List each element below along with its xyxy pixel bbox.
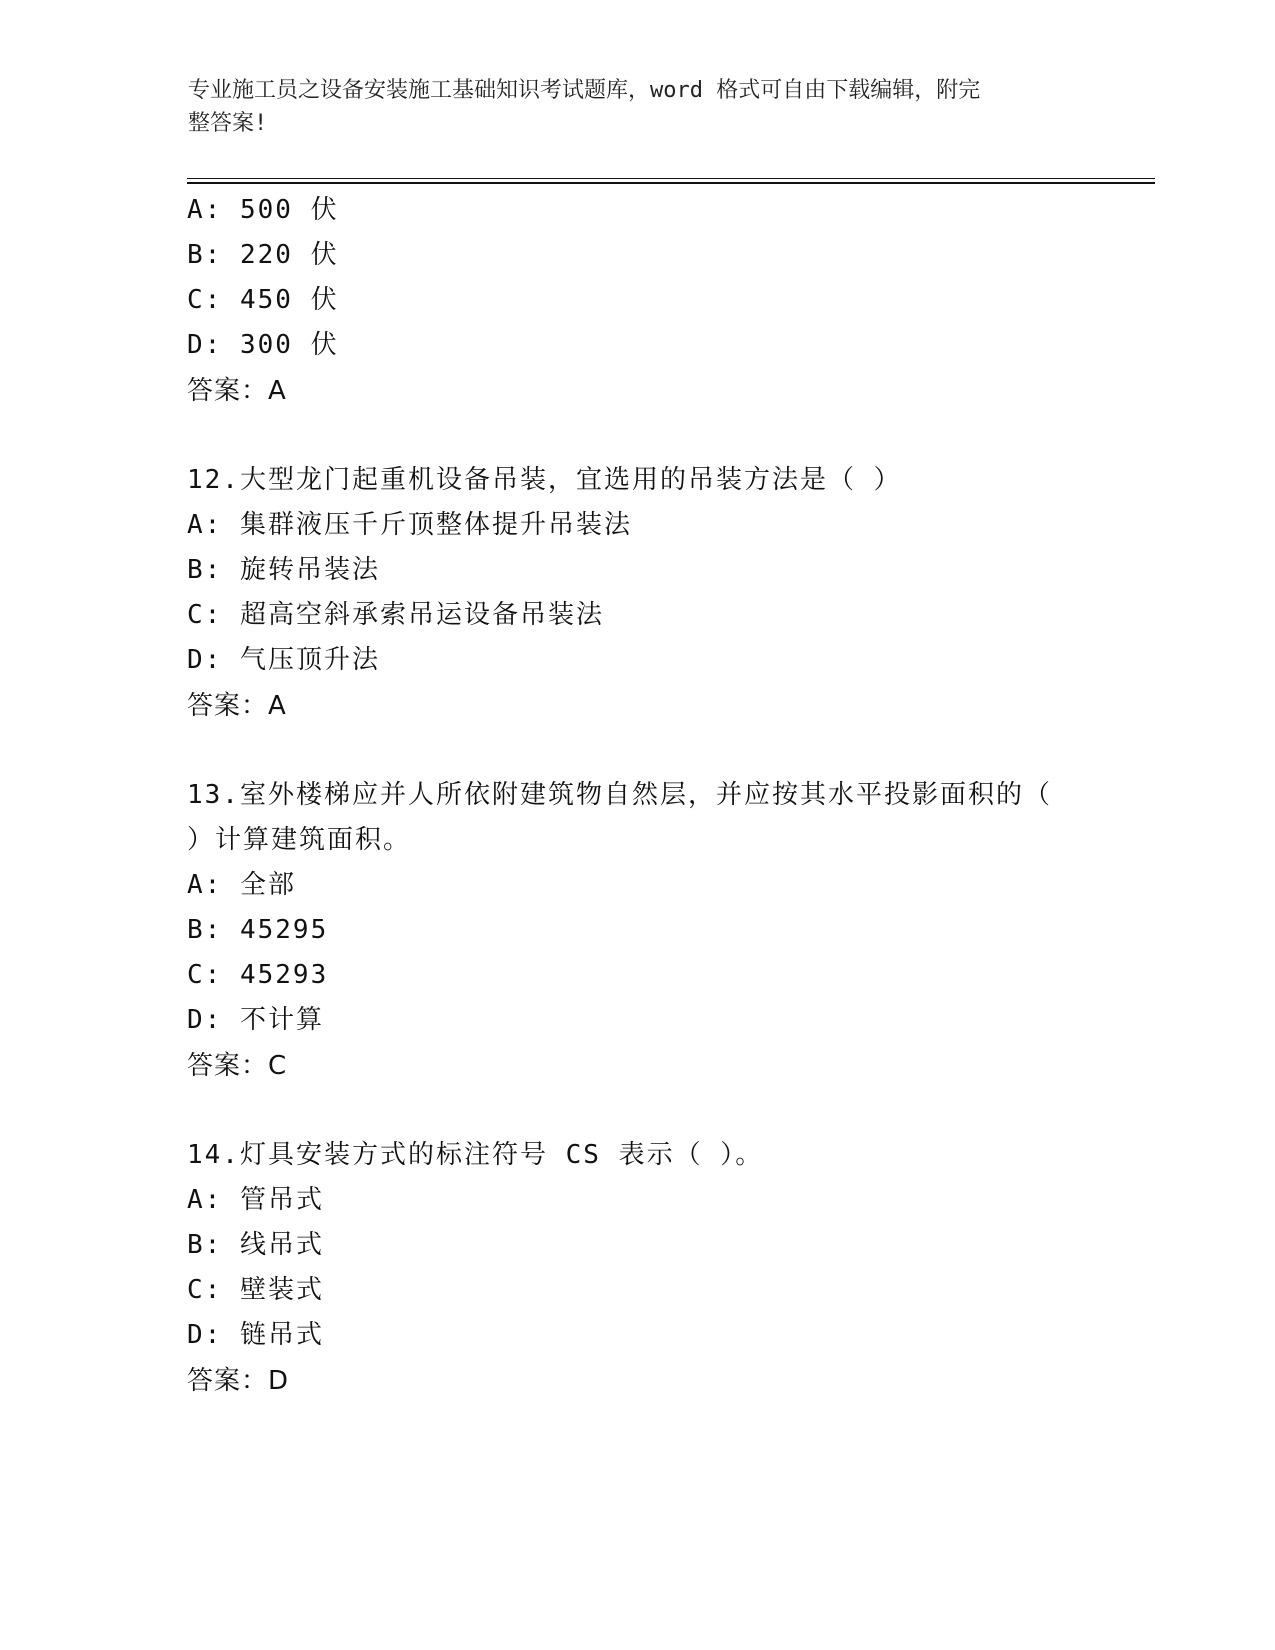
answer-line: 答案：A bbox=[187, 691, 287, 721]
answer-line: 答案：A bbox=[187, 376, 287, 406]
option-d: D: 气压顶升法 bbox=[187, 645, 380, 675]
option-d: D: 不计算 bbox=[187, 1005, 324, 1035]
option-c: C: 超高空斜承索吊运设备吊装法 bbox=[187, 600, 604, 630]
option-b: B: 45295 bbox=[187, 915, 329, 945]
option-c: C: 壁装式 bbox=[187, 1275, 324, 1305]
option-b: B: 220 伏 bbox=[187, 240, 339, 270]
question-11-partial bbox=[187, 188, 1087, 414]
option-a: A: 500 伏 bbox=[187, 195, 339, 225]
option-d: D: 链吊式 bbox=[187, 1320, 324, 1350]
header-rule-thick bbox=[187, 182, 1155, 184]
option-b: B: 线吊式 bbox=[187, 1230, 324, 1260]
question-14 bbox=[187, 1133, 1087, 1404]
option-a: A: 全部 bbox=[187, 870, 296, 900]
option-d: D: 300 伏 bbox=[187, 330, 339, 360]
question-stem: 14.灯具安装方式的标注符号 CS 表示（ ）。 bbox=[187, 1140, 764, 1170]
answer-line: 答案：C bbox=[187, 1051, 288, 1081]
option-c: C: 450 伏 bbox=[187, 285, 339, 315]
question-stem: 12.大型龙门起重机设备吊装，宜选用的吊装方法是（ ） bbox=[187, 465, 902, 495]
question-list bbox=[187, 188, 1087, 1404]
document-header bbox=[188, 74, 1068, 140]
header-rule-thin bbox=[187, 178, 1155, 179]
option-c: C: 45293 bbox=[187, 960, 329, 990]
question-13 bbox=[187, 773, 1087, 1089]
header-line-1: 专业施工员之设备安装施工基础知识考试题库，word 格式可自由下载编辑，附完 bbox=[188, 78, 981, 103]
option-a: A: 管吊式 bbox=[187, 1185, 324, 1215]
answer-line: 答案：D bbox=[187, 1366, 290, 1396]
option-b: B: 旋转吊装法 bbox=[187, 555, 380, 585]
question-stem-line-2: ）计算建筑面积。 bbox=[187, 825, 412, 855]
option-a: A: 集群液压千斤顶整体提升吊装法 bbox=[187, 510, 632, 540]
question-12 bbox=[187, 458, 1087, 729]
header-line-2: 整答案! bbox=[188, 111, 268, 136]
question-stem-line-1: 13.室外楼梯应并人所依附建筑物自然层，并应按其水平投影面积的（ bbox=[187, 780, 1052, 810]
